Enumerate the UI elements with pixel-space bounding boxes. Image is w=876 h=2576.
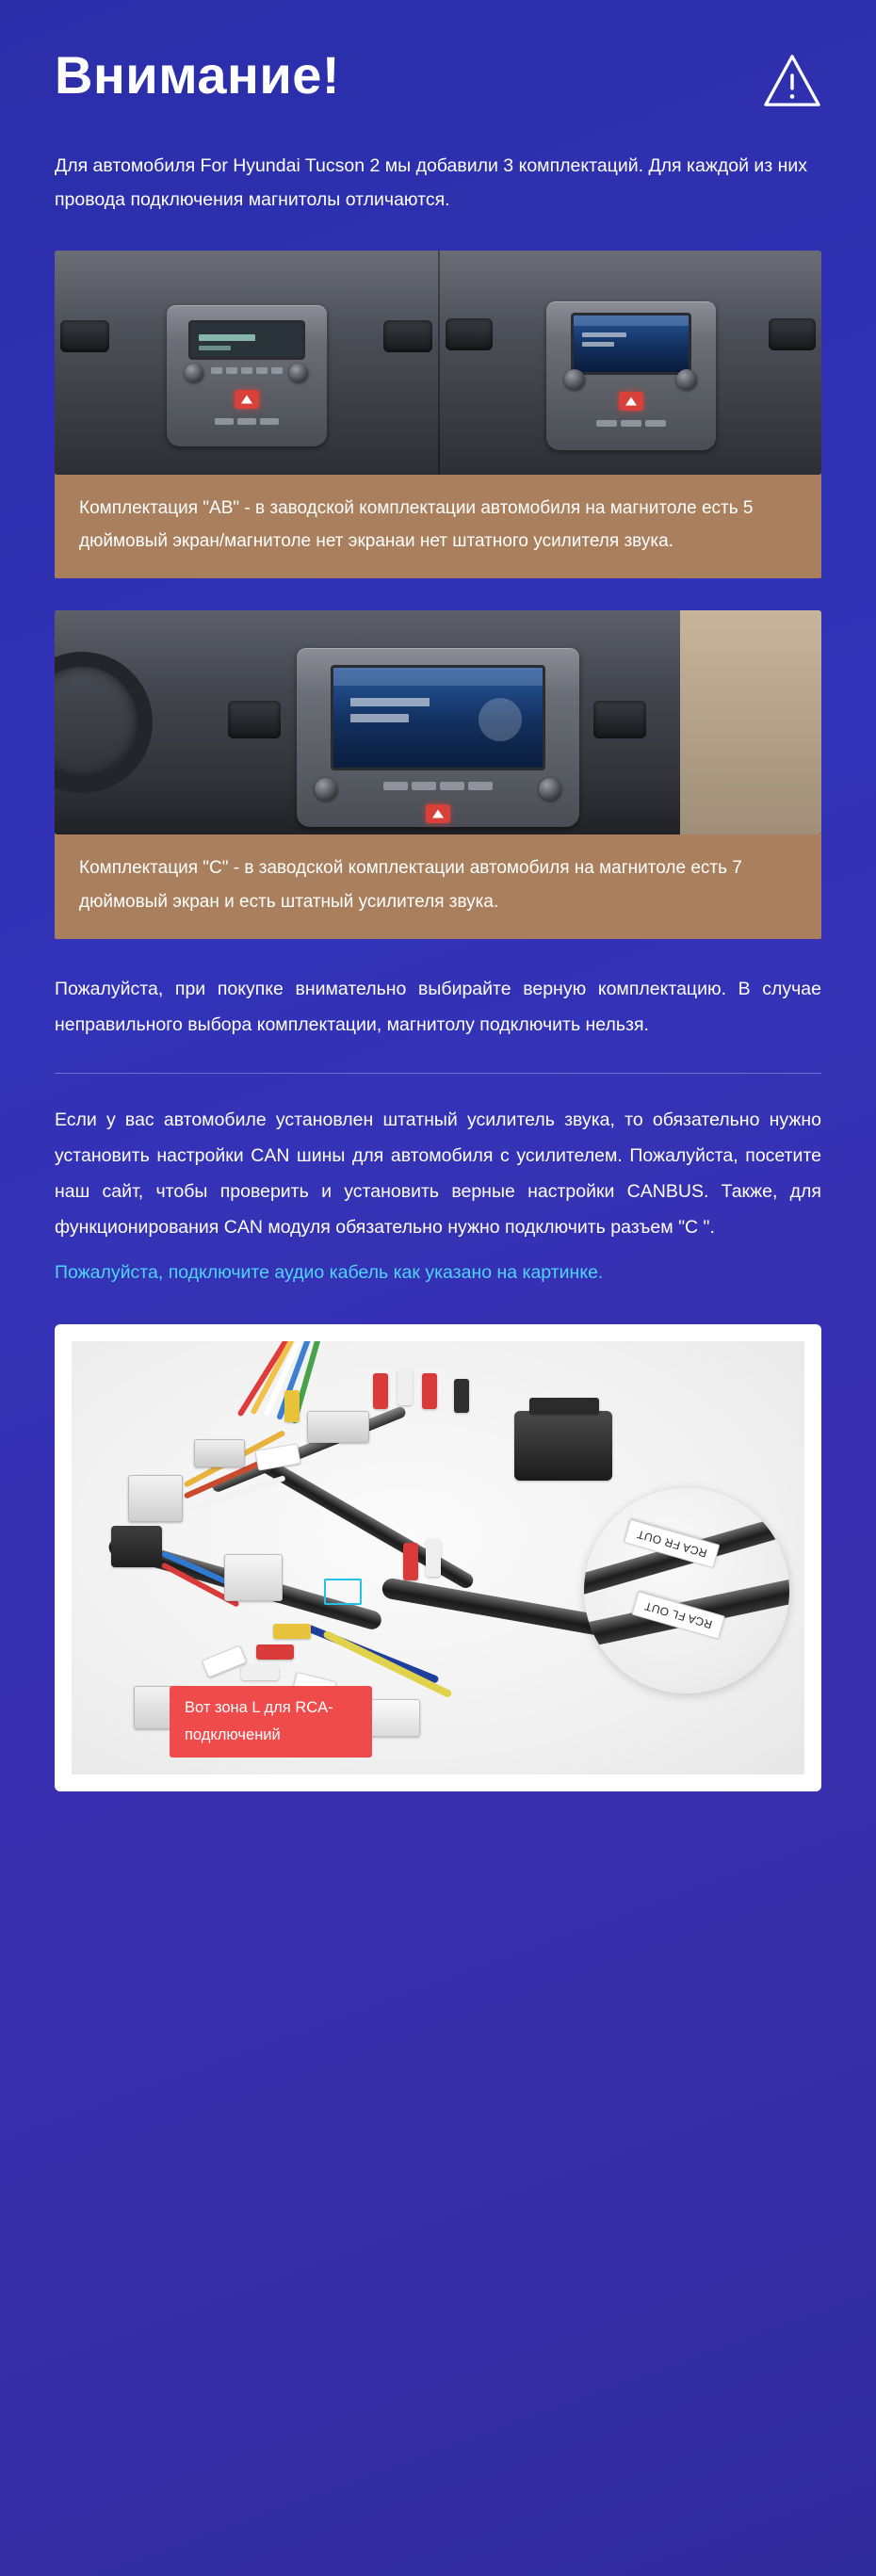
page-title: Внимание! [55, 45, 341, 105]
dashboard-photo-c [55, 610, 821, 834]
trim-block-ab [55, 251, 821, 578]
wiring-harness-photo [55, 1324, 821, 1791]
rca-zoom-bubble [584, 1488, 789, 1693]
intro-text: Для автомобиля For Hyundai Tucson 2 мы добавили 3 комплектаций. Для каждой из них провода подключения магнитолы отличаются. [55, 155, 808, 211]
trim-caption-c: Комплектация "C" - в заводской комплектации автомобиля на магнитоле есть 7 дюймовый экран и есть штатный усилителя звука. [55, 833, 821, 938]
rca-label-fr: RCA FR OUT [624, 1519, 720, 1568]
dashboard-photo-ab [55, 251, 821, 475]
rca-zone-callout: Вот зона L для RCA-подключений [170, 1686, 372, 1758]
warning-triangle-icon [763, 53, 821, 109]
trim-caption-ab: Комплектация "AB" - в заводской комплектации автомобиля на магнитоле есть 5 дюймовый экран/магнитоле нет экранаи нет штатного усилителя звука. [55, 473, 821, 578]
purchase-warning-text: Пожалуйста, при покупке внимательно выбирайте верную комплектацию. В случае неправильного выбора комплектации, магнитолу подключить нельзя. [55, 978, 821, 1035]
audio-cable-note: Пожалуйста, подключите аудио кабель как указано на картинке. [55, 1261, 604, 1283]
rca-zone-highlight [324, 1579, 362, 1605]
page-header [55, 45, 821, 109]
canbus-info-text: Если у вас автомобиле установлен штатный усилитель звука, то обязательно нужно установить настройки CAN шины для автомобиля с усилителем. Пожалуйста, посетите наш сайт, чтобы проверить и установить верные настройки CANBUS. Также, для функционирования CAN модуля обязательно нужно подключить разъем "C ". [55, 1109, 821, 1238]
section-divider [55, 1073, 821, 1074]
trim-block-c [55, 610, 821, 938]
rca-label-fl: RCA FL OUT [631, 1591, 725, 1640]
